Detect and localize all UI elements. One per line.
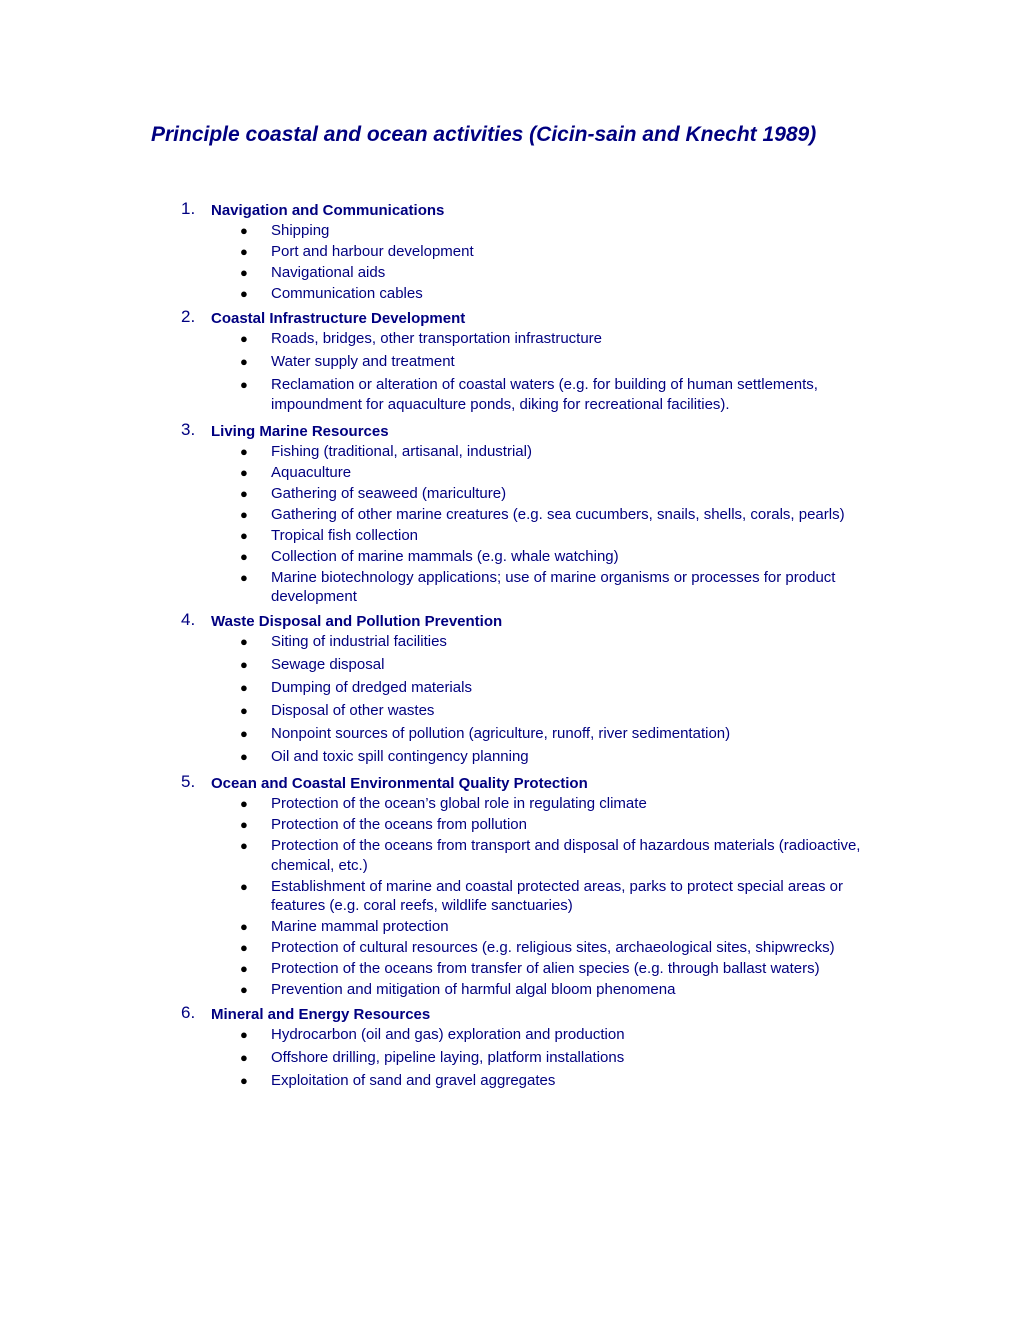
list-item-text: Sewage disposal: [271, 656, 385, 673]
list-item: [0, 877, 861, 916]
list-item-text: Port and harbour development: [271, 243, 474, 260]
section-number: 4.: [181, 610, 196, 629]
list-item-text: Shipping: [271, 222, 330, 239]
bullet-icon: ●: [240, 796, 248, 811]
document-title: Principle coastal and ocean activities (Cicin-sain and Knecht 1989): [151, 123, 817, 146]
bullet-icon: ●: [240, 749, 248, 764]
list-item-text: Disposal of other wastes: [271, 702, 435, 719]
list-item: [0, 263, 861, 283]
list-item-text: Establishment of marine and coastal protected areas, parks to protect special areas or features (e.g. coral reefs, wildlife sanctuaries): [271, 877, 843, 914]
list-item-text: Protection of the ocean’s global role in regulating climate: [271, 795, 647, 812]
section-label: Living Marine Resources: [211, 422, 389, 440]
bullet-icon: ●: [240, 377, 248, 392]
section-items: [0, 442, 1020, 607]
section-infrastructure: [0, 305, 1020, 414]
bullet-icon: ●: [240, 485, 248, 501]
list-item: [0, 284, 861, 304]
bullet-icon: ●: [240, 265, 248, 280]
list-item-text: Marine mammal protection: [271, 918, 449, 935]
section-items: [0, 329, 1020, 414]
bullet-icon: ●: [240, 838, 248, 853]
bullet-icon: ●: [240, 961, 248, 976]
section-number: 6.: [181, 1003, 196, 1022]
list-item: [0, 1071, 861, 1091]
list-item: [0, 526, 861, 546]
list-item: [0, 747, 861, 767]
list-item: [0, 980, 861, 1000]
list-item-text: Gathering of seaweed (mariculture): [271, 484, 507, 502]
list-item: [0, 938, 861, 958]
section-number: 1.: [181, 199, 196, 218]
bullet-icon: ●: [240, 817, 248, 832]
section-mineral-energy: [0, 1001, 1020, 1091]
list-item: [0, 484, 861, 504]
list-item: [0, 505, 861, 525]
list-item: [0, 959, 861, 979]
list-item: [0, 678, 861, 698]
list-item-text: Tropical fish collection: [271, 526, 419, 544]
list-item-text: Protection of cultural resources (e.g. religious sites, archaeological sites, shipwrecks): [271, 939, 835, 956]
list-item-text: Roads, bridges, other transportation infrastructure: [271, 330, 603, 347]
section-heading: [0, 608, 1020, 632]
bullet-icon: ●: [240, 1050, 248, 1065]
section-living-resources: [0, 418, 1020, 607]
list-item: [0, 701, 861, 721]
list-item-text: Reclamation or alteration of coastal waters (e.g. for building of human settlements, impoundment for aquaculture ponds, diking for recreational facilities).: [271, 376, 818, 413]
list-item-text: Fishing (traditional, artisanal, industrial): [271, 442, 532, 460]
list-item: [0, 329, 861, 349]
bullet-icon: ●: [240, 569, 248, 585]
list-item-text: Prevention and mitigation of harmful algal bloom phenomena: [271, 981, 676, 998]
bullet-icon: ●: [240, 726, 248, 741]
list-item: [0, 917, 861, 937]
list-item-text: Gathering of other marine creatures (e.g. sea cucumbers, snails, shells, corals, pearls): [271, 505, 845, 523]
bullet-icon: ●: [240, 506, 248, 522]
bullet-icon: ●: [240, 680, 248, 695]
section-label: Waste Disposal and Pollution Prevention: [211, 613, 503, 630]
section-items: [0, 221, 1020, 304]
bullet-icon: ●: [240, 1073, 248, 1088]
list-item-text: Marine biotechnology applications; use of marine organisms or processes for product development: [271, 568, 836, 605]
list-item-text: Offshore drilling, pipeline laying, platform installations: [271, 1049, 625, 1066]
list-item: [0, 1025, 861, 1045]
list-item: [0, 724, 861, 744]
section-heading: [0, 1001, 1020, 1025]
bullet-icon: ●: [240, 657, 248, 672]
section-number: 2.: [181, 307, 196, 326]
section-waste-disposal: [0, 608, 1020, 767]
list-item: [0, 463, 861, 483]
list-item-text: Exploitation of sand and gravel aggregates: [271, 1072, 556, 1089]
bullet-icon: ●: [240, 464, 248, 480]
list-item: [0, 632, 861, 652]
bullet-icon: ●: [240, 982, 248, 997]
list-item-text: Communication cables: [271, 285, 423, 302]
list-item-text: Collection of marine mammals (e.g. whale watching): [271, 547, 619, 565]
list-item-text: Protection of the oceans from transfer of alien species (e.g. through ballast waters): [271, 960, 820, 977]
list-item-text: Hydrocarbon (oil and gas) exploration and production: [271, 1026, 625, 1043]
section-label: Coastal Infrastructure Development: [211, 310, 466, 327]
activity-sections: [0, 197, 1020, 1094]
list-item-text: Navigational aids: [271, 264, 386, 281]
list-item-text: Protection of the oceans from transport and disposal of hazardous materials (radioactive, chemical, etc.): [271, 837, 861, 874]
list-item-text: Oil and toxic spill contingency planning: [271, 748, 529, 765]
list-item: [0, 352, 861, 372]
section-environmental-protection: [0, 770, 1020, 1000]
list-item-text: Water supply and treatment: [271, 353, 455, 370]
section-label: Ocean and Coastal Environmental Quality Protection: [211, 775, 588, 792]
list-item: [0, 547, 861, 567]
section-heading: [0, 305, 1020, 329]
list-item: [0, 655, 861, 675]
list-item-text: Nonpoint sources of pollution (agriculture, runoff, river sedimentation): [271, 725, 731, 742]
list-item: [0, 375, 861, 414]
bullet-icon: ●: [240, 919, 248, 934]
bullet-icon: ●: [240, 548, 248, 564]
bullet-icon: ●: [240, 223, 248, 238]
section-items: [0, 632, 1020, 767]
bullet-icon: ●: [240, 443, 248, 459]
list-item-text: Siting of industrial facilities: [271, 633, 447, 650]
list-item: [0, 1048, 861, 1068]
section-heading: [0, 770, 1020, 794]
section-navigation: [0, 197, 1020, 304]
bullet-icon: ●: [240, 878, 248, 894]
section-items: [0, 1025, 1020, 1091]
list-item: [0, 442, 861, 462]
section-items: [0, 794, 1020, 1000]
list-item: [0, 568, 861, 607]
section-label: Mineral and Energy Resources: [211, 1006, 431, 1023]
list-item: [0, 815, 861, 835]
list-item: [0, 836, 861, 875]
bullet-icon: ●: [240, 634, 248, 649]
section-number: 3.: [181, 419, 196, 439]
bullet-icon: ●: [240, 703, 248, 718]
bullet-icon: ●: [240, 331, 248, 346]
list-item-text: Aquaculture: [271, 463, 352, 481]
section-label: Navigation and Communications: [211, 202, 445, 219]
section-number: 5.: [181, 772, 196, 791]
section-heading: [0, 418, 1020, 442]
list-item-text: Dumping of dredged materials: [271, 679, 472, 696]
list-item: [0, 242, 861, 262]
bullet-icon: ●: [240, 527, 248, 543]
bullet-icon: ●: [240, 286, 248, 301]
section-heading: [0, 197, 1020, 221]
list-item: [0, 221, 861, 241]
list-item-text: Protection of the oceans from pollution: [271, 816, 527, 833]
list-item: [0, 794, 861, 814]
bullet-icon: ●: [240, 940, 248, 955]
bullet-icon: ●: [240, 354, 248, 369]
bullet-icon: ●: [240, 1027, 248, 1042]
bullet-icon: ●: [240, 244, 248, 259]
